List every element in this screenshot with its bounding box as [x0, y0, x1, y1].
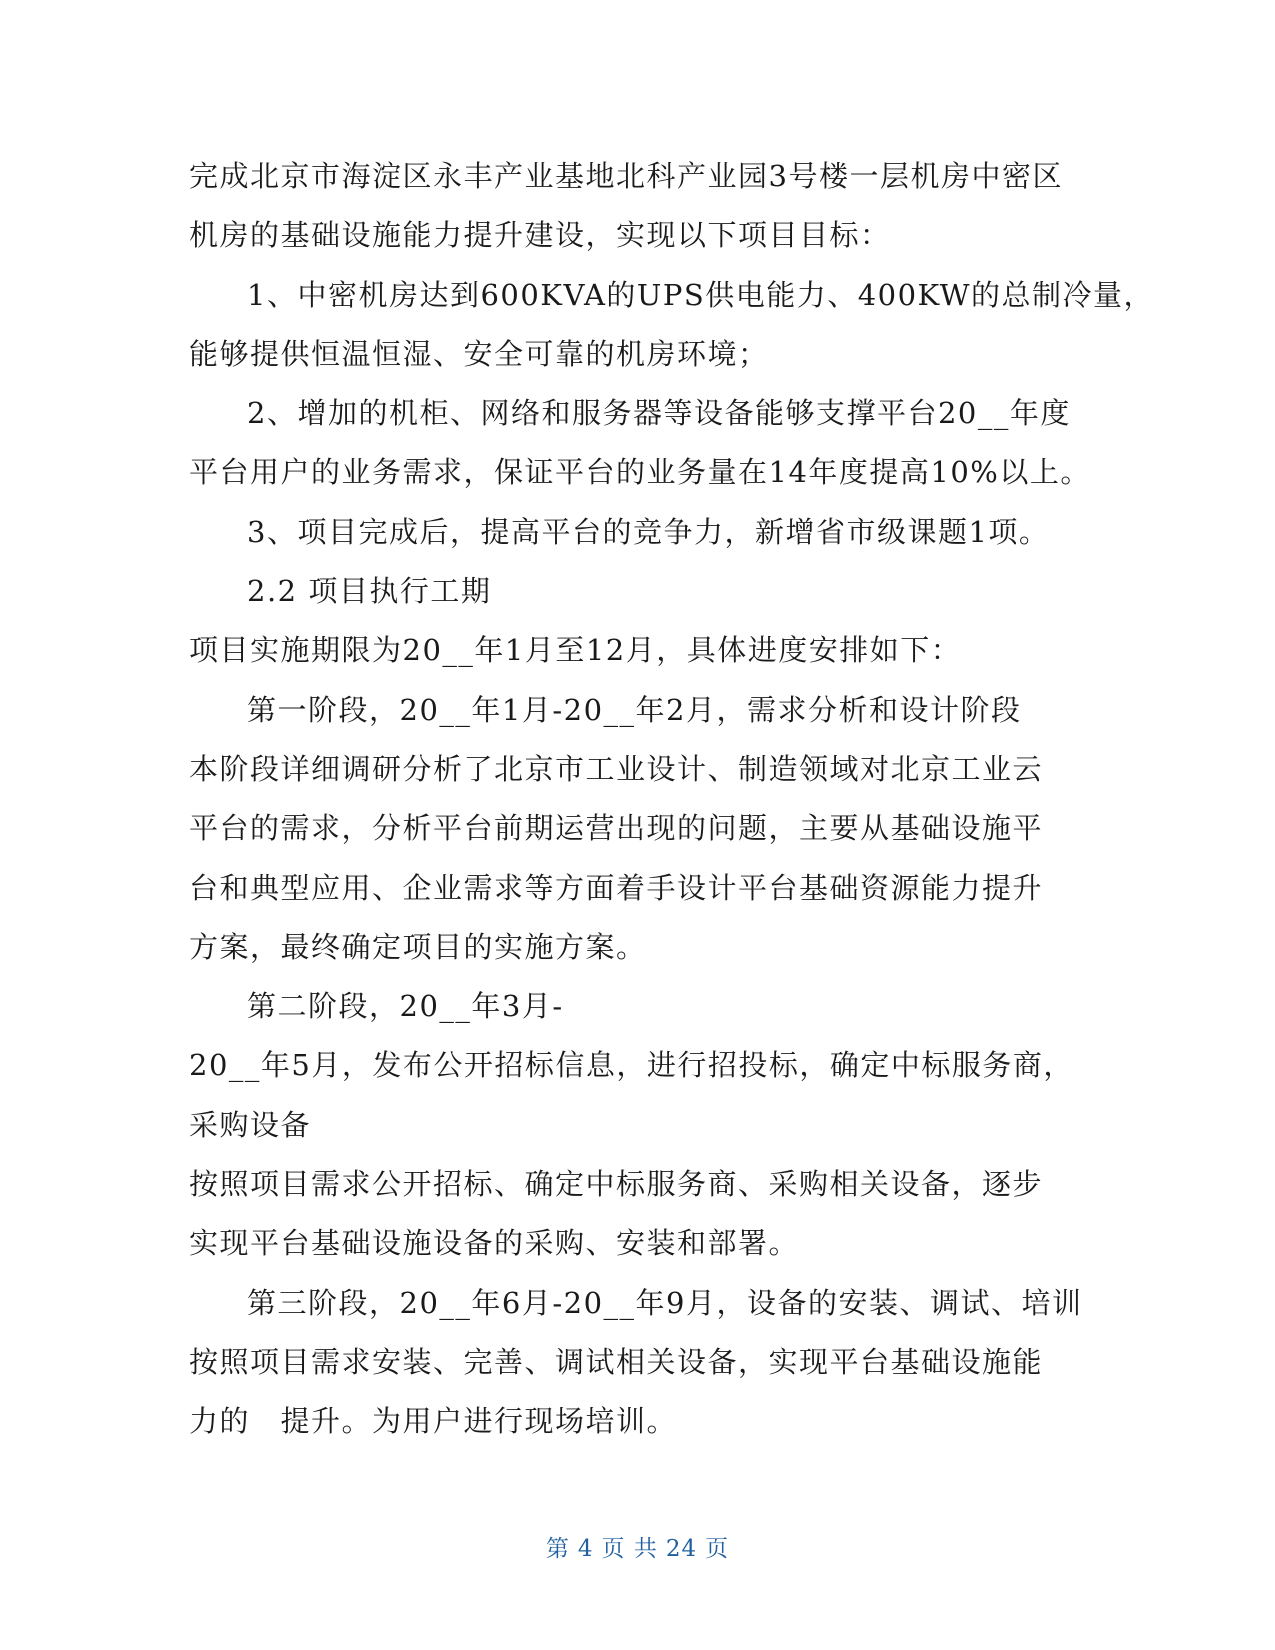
- text-line: 按照项目需求公开招标、确定中标服务商、采购相关设备，逐步: [189, 1167, 1044, 1202]
- text-line: 2.2 项目执行工期: [247, 574, 492, 609]
- footer-prefix: 第: [545, 1536, 570, 1562]
- footer-total-pages: 24: [665, 1536, 698, 1562]
- text-line: 第三阶段，20__年6月-20__年9月，设备的安装、调试、培训: [247, 1285, 1083, 1320]
- text-line: 力的 提升。为用户进行现场培训。: [189, 1404, 678, 1439]
- text-line: 项目实施期限为20__年1月至12月，具体进度安排如下：: [189, 633, 962, 668]
- text-line: 方案，最终确定项目的实施方案。: [189, 929, 647, 964]
- text-line: 完成北京市海淀区永丰产业基地北科产业园3号楼一层机房中密区: [189, 159, 1063, 193]
- text-line: 第一阶段，20__年1月-20__年2月，需求分析和设计阶段: [247, 692, 1022, 727]
- footer-middle: 页 共: [601, 1536, 658, 1562]
- text-line: 2、增加的机柜、网络和服务器等设备能够支撑平台20__年度: [247, 396, 1071, 431]
- document-body: [189, 147, 1154, 1452]
- text-line: 第二阶段，20__年3月-: [247, 989, 564, 1024]
- text-line: 平台用户的业务需求，保证平台的业务量在14年度提高10%以上。: [189, 455, 1091, 490]
- text-line: 20__年5月，发布公开招标信息，进行招投标，确定中标服务商，: [189, 1048, 1074, 1083]
- text-line: 台和典型应用、企业需求等方面着手设计平台基础资源能力提升: [189, 870, 1044, 905]
- footer-current-page: 4: [577, 1536, 594, 1562]
- text-line: 1、中密机房达到600KVA的UPS供电能力、400KW的总制冷量，: [247, 277, 1154, 312]
- text-line: 机房的基础设施能力提升建设，实现以下项目目标：: [189, 218, 891, 253]
- text-line: 平台的需求，分析平台前期运营出现的问题，主要从基础设施平: [189, 811, 1044, 846]
- text-line: 3、项目完成后，提高平台的竞争力，新增省市级课题1项。: [247, 514, 1050, 549]
- footer-suffix: 页: [705, 1536, 730, 1562]
- text-line: 本阶段详细调研分析了北京市工业设计、制造领域对北京工业云: [189, 751, 1044, 786]
- page-footer: [0, 1530, 1275, 1563]
- text-line: 能够提供恒温恒湿、安全可靠的机房环境；: [189, 336, 769, 371]
- text-line: 采购设备: [189, 1107, 312, 1142]
- text-line: 按照项目需求安装、完善、调试相关设备，实现平台基础设施能: [189, 1344, 1044, 1379]
- text-line: 实现平台基础设施设备的采购、安装和部署。: [189, 1226, 800, 1261]
